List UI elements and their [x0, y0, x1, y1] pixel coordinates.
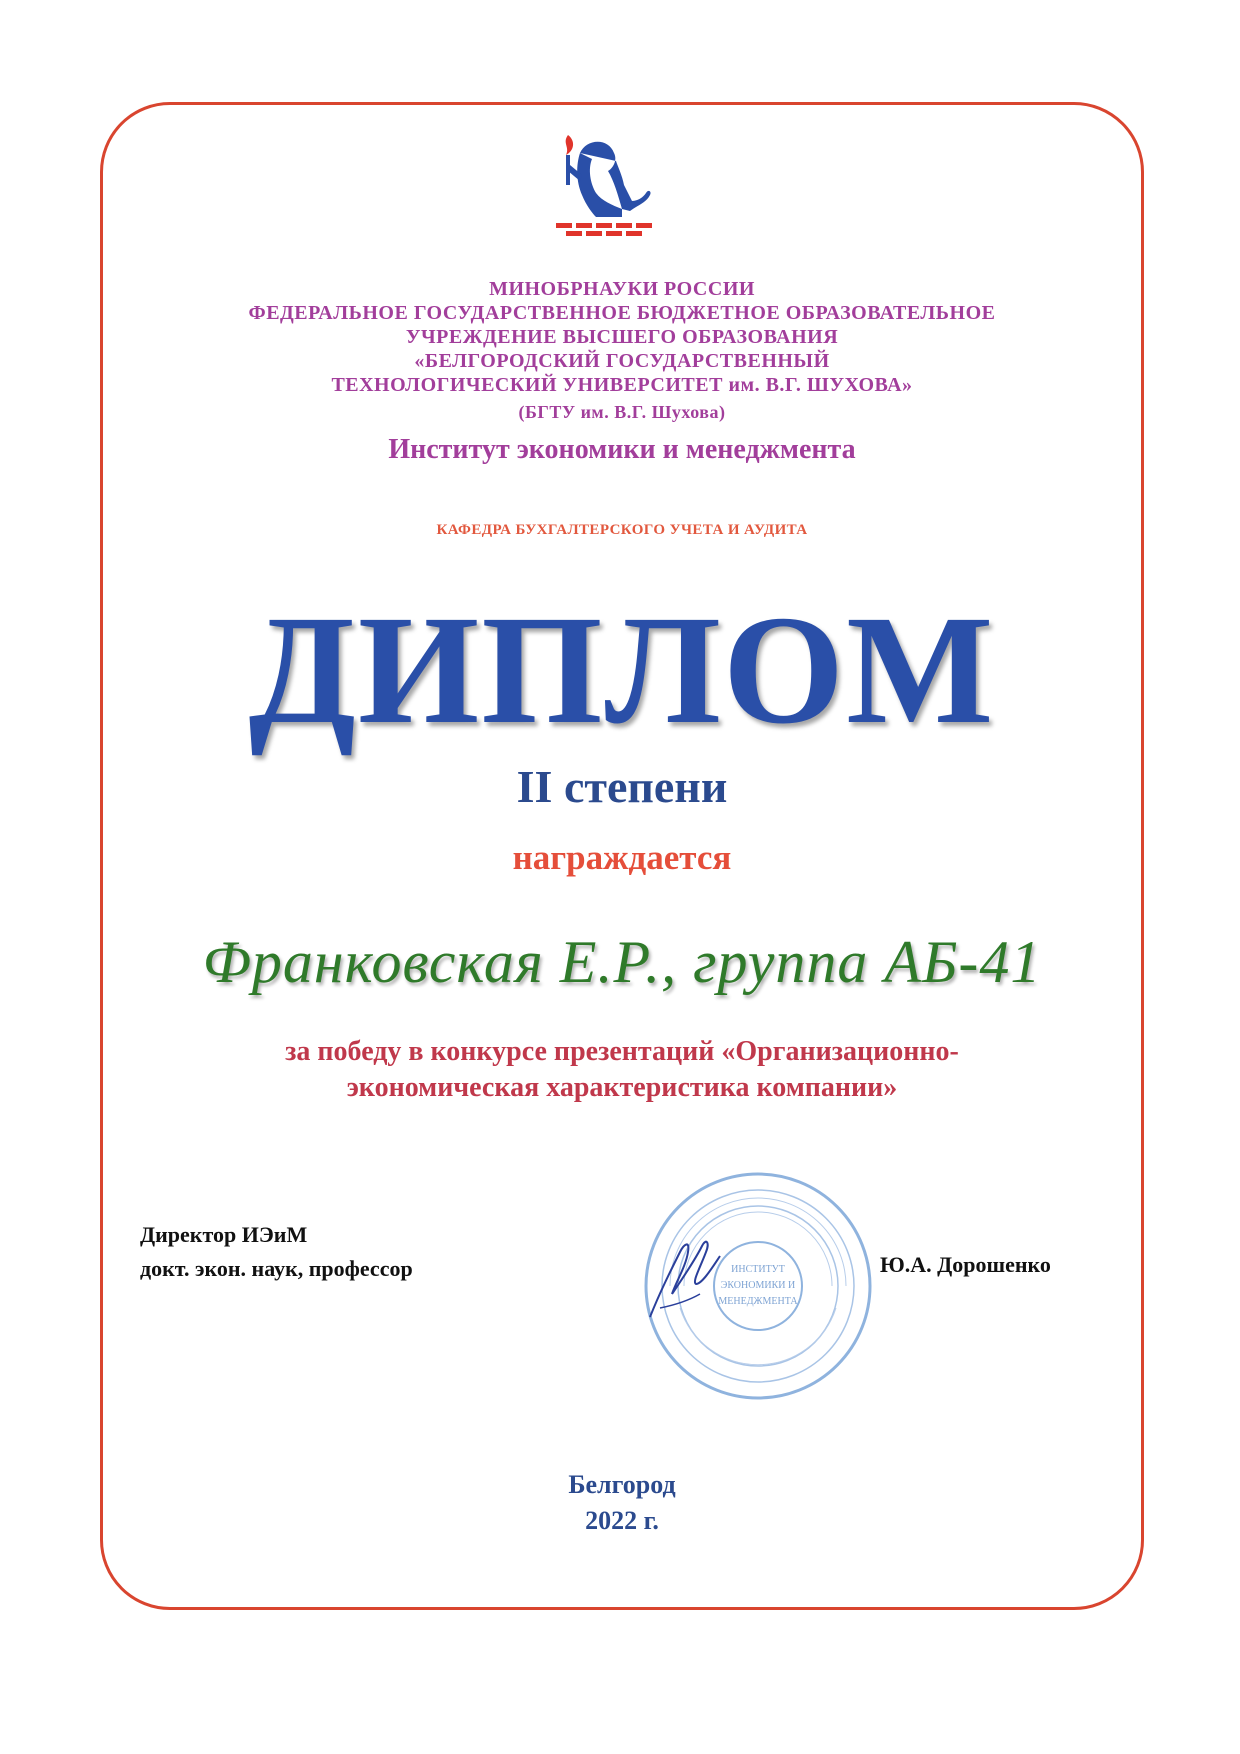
diploma-degree: II степени	[516, 761, 728, 812]
recipient-name: Франковская Е.Р., группа АБ-41	[202, 929, 1042, 995]
award-reason-line-1: за победу в конкурсе презентаций «Организационно-	[285, 1036, 959, 1067]
department-name: КАФЕДРА БУХГАЛТЕРСКОГО УЧЕТА И АУДИТА	[436, 522, 808, 538]
year: 2022 г.	[585, 1506, 659, 1535]
signer-position-line-1: Директор ИЭиМ	[140, 1222, 308, 1247]
award-reason-line-2: экономическая характеристика компании»	[346, 1072, 898, 1103]
city: Белгород	[568, 1470, 676, 1499]
organization-line-4: ТЕХНОЛОГИЧЕСКИЙ УНИВЕРСИТЕТ им. В.Г. ШУХОВА»	[331, 374, 913, 396]
stamp-center-text: ИНСТИТУТ ЭКОНОМИКИ И МЕНЕДЖМЕНТА	[718, 1264, 798, 1307]
signer-position-line-2: докт. экон. наук, профессор	[140, 1256, 413, 1281]
organization-line-3: «БЕЛГОРОДСКИЙ ГОСУДАРСТВЕННЫЙ	[414, 350, 830, 372]
organization-line-1: ФЕДЕРАЛЬНОЕ ГОСУДАРСТВЕННОЕ БЮДЖЕТНОЕ ОБРАЗОВАТЕЛЬНОЕ	[248, 302, 996, 324]
ministry-line: МИНОБРНАУКИ РОССИИ	[489, 278, 755, 300]
lion-with-torch-icon	[552, 125, 670, 243]
signer-name: Ю.А. Дорошенко	[880, 1252, 1051, 1277]
organization-line-2: УЧРЕЖДЕНИЕ ВЫСШЕГО ОБРАЗОВАНИЯ	[405, 326, 839, 348]
awarded-label: награждается	[512, 838, 732, 877]
organization-short-name: (БГТУ им. В.Г. Шухова)	[518, 402, 726, 422]
institute-name: Институт экономики и менеджмента	[388, 434, 856, 465]
handwritten-signature-icon	[640, 1222, 730, 1322]
diploma-title: ДИПЛОМ	[248, 583, 996, 756]
signer-position	[140, 1218, 413, 1286]
